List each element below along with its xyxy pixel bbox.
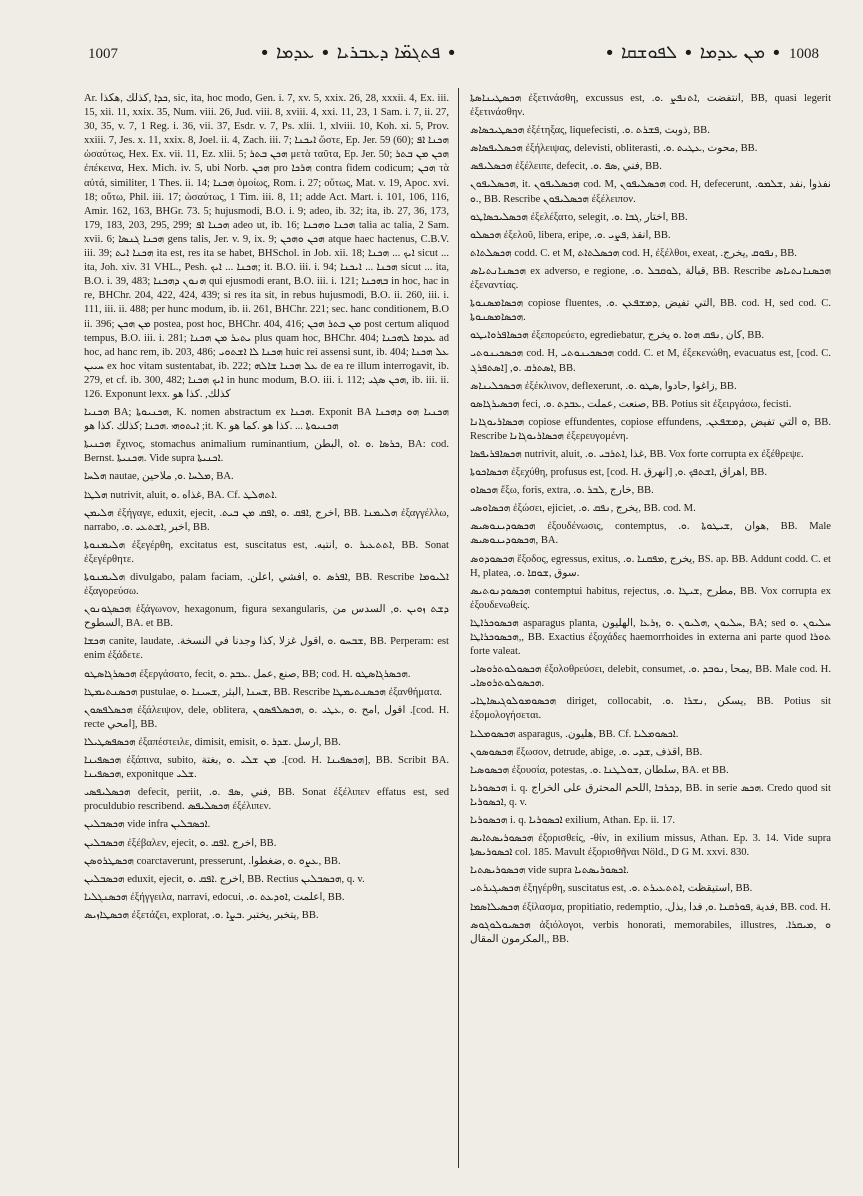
dictionary-entry: ܗܟܣܠܘ ἐξελοῦ, libera, eripe, .انقذ ,ܦܨܝ .ܘ, BB.: [470, 229, 671, 241]
dictionary-entry: ܗܟܣܟܝܢܘܬܝ cod. H, ܗܟܣܟܝܢܘܬܝ codd. C. et M, ἐξεκενώθη, evacuatus est, [cod. C. ܐܣܬܦܪܓ] ,ܐܣܬܪܩ .ܘ, BB.: [470, 348, 831, 374]
dictionary-entry: ܗܟܢܝܬܐ ἔχινος, stomachus animalium ruminantium, ܟܪܣܐ .ܘ .ܐܘ ,البطن, BA: cod. Bernst. ܗܟܢܝܬܐ. Vide supra ܐܟܢܝܬܐ.: [84, 439, 449, 465]
dictionary-entry: ܗܟܣܝܪܓܐܣܘ feci, .صنعت ,عملت ,ܥܒܕܬ .ܘ, BB. Potius sit ἐξειργάσω, fecisti.: [470, 398, 792, 410]
dictionary-entry: ܗܟܣܘܕܢܘܬܝܣ contemptui habitus, rejectus, .مطرح ,ܫܝܛܐ .ܘ, BB. Vox corrupta ex ἐξουδενωθείς.: [470, 585, 831, 611]
right-column: [470, 92, 831, 1172]
dictionary-entry: ܗܟܣܒܠܝܢ ἐξέβαλεν, ejecit, اخرج .ܐܦܩ .ܘ, BB.: [84, 837, 277, 849]
dictionary-entry: ܗܟܣܒܠܝܢ vide infra ܐܟܣܒܠܝܢ.: [84, 819, 211, 831]
dictionary-entry: ܗܟܣܘܡܠܝܐ asparagus, .هليون, BB. Cf. ܐܟܣܘܡܠܝܐ.: [470, 728, 679, 740]
dictionary-entry: ܗܟܣܛܪܘܣܢ coarctaverunt, presserunt, .ܥܨܘ .ܘ ,ضغطوا, BB.: [84, 855, 341, 867]
dictionary-entry: ܗܟܣܛܝܟܣܐܣ ἐξέτηξας, liquefecisti, .ذوبت ,ܦܫܪܬ .ܘ, BB.: [470, 125, 710, 137]
dictionary-entry: ܗܟܣܠܝܦܣܝ defecit, periit, .فني ,ܣܦ .ܘ, BB. Sonat ἐξέλιπεν effatus est, sed proculdubio rescribend. ܗܟܣܠܝܦܣ ἐξέλιπεν.: [84, 787, 449, 813]
dictionary-entry: ܗܟܣܛܐܙܝܣ ἐξετάζει, explorat, .يتخبر ,يختبر .ܒܨܐ .ܘ, BB.: [84, 909, 319, 921]
dictionary-entry: ܗܟܣܠܝܦܣ ἐξέλειπε, defecit, .فني ,ܣܦ .ܘ, BB.: [470, 161, 662, 173]
dictionary-entry: ܗܟܣܦܝܢܐ ἐξάπινα, subito, ܡܢ ܫܠܝ .ܘ ,بغتة .[cod. H. ܗܟܣܦܝܢܐ], BB. Scribit BA. ܗܟܣܦܝܢܐ, exponitque ܫܠܝ.: [84, 755, 449, 781]
dictionary-entry: ܗܟܣܦܣܛܝܠܐ ἐξαπέστειλε, dimisit, emisit, ارسل .ܫܕܪ .ܘ, BB.: [84, 736, 341, 748]
dictionary-entry: ܗܟܣܪܓܐܣܛܘ ἐξεργάσατο, fecit, صنع ,عمل .ܥܒܕ .ܘ, BB; cod. H. ܗܟܣܪܓܐܣܛܘ.: [84, 668, 411, 680]
dictionary-entry: ܗܟܣܐܘܣܝ ἐξώσει, ejiciet, .يخرج ,ܢܦܩ .ܘ, BB. cod. M.: [470, 503, 696, 515]
dictionary-entry: ܗܟܣܟܠܝܢܐܣ ἐξέκλινον, deflexerunt, .زاغوا ,حادوا ,ܣܛܘ .ܘ, BB.: [470, 380, 737, 392]
dictionary-entry: ܗܟܣܐܟܘܬܐ ἐξεχύθη, profusus est, [cod. H. انهرق] ,اهراق ,ܐܫܬܦܟ .ܘ, BB.: [470, 467, 767, 479]
dictionary-entry: ܗܟܣܢܐܢܬܝܐܣ ex adverso, e regione, .قبالة ,ܠܘܩܒܠ .ܘ, BB. Rescribe ܗܟܣܢܐܢܬܝܐܣ ἐξεναντίας.: [470, 265, 831, 292]
dictionary-entry: ܗܟܣܠܝܟܣܐܛܘ ἐξελέξατο, selegit, .اختار ,ܓܒܐ .ܘ, BB.: [470, 211, 688, 223]
dictionary-entry: ܗܟܣܐܦܪܘܐܝܛܘ ἐξεπορεύετο, egrediebatur, كان ,ܢܦܩ ܗܘܐ .ܘ يخرج, BB.: [470, 330, 765, 342]
dictionary-entry: ܗܟܣܐܪܝܘܓܐܢܐ copiose effundentes, copiose effundens, .ܘ التي تفيض ,ܕܡܫܦܥܢ, BB. Rescribe ܗܟܣܐܪܝܘܓܐܢܐ ἐξερευγομένη.: [470, 416, 831, 442]
dictionary-entry: ܗܟܣܓܘܢܘܢ ἑξάγωνον, hexagonum, figura sexangularis, ܕܫܬ ܙܘܝܢ .ܘ, السدس من السطوح, BA. et BB.: [84, 604, 449, 630]
dictionary-entry: ܗܟܣܘܟܪܐܛܐ asparagus planta, ܚܠܝܘܢ ,ܗܠܝܘܢ .ܘ ,ܙܪܥܐ ,الهليون, BA; sed ܚܠܝܘܢ .ܘ ,ܗܟܣܘܟܪܐܛܐ, BB. Exactius ἐξοχάδες haemorrhoides in externa ani parte quod ܬܘܪܐ forte valeat.: [470, 617, 831, 658]
dictionary-entry: ܗܟܣܠܝܦܘܢ, it. ܗܟܣܠܝܦܘܢ cod. M, ܗܟܣܠܝܦܘܢ cod. H, defecerunt, .نفذوا ,نفد ,ܫܠܡܘ .ܘ, BB. Rescribe ܗܟܣܠܝܦܘܢ ἐξέλειπον.: [470, 179, 831, 205]
dictionary-entry: ܗܟܣܘܪܝܣܬܝܐ vide supra ܐܟܣܘܪܝܣܬܝܐ.: [470, 865, 629, 877]
dictionary-entry: ܗܠܚܐ nautae, ܡܠܚܐ .ܘ, ملاحين, BA.: [84, 471, 234, 483]
dictionary-entry: ܗܟܣܘܡܘܠܘܓܝܣܐܛܐܝ diriget, collocabit, .يسكن ,ܢܫܪܐ .ܘ, BB. Potius sit ἐξομολογήσεται.: [470, 696, 831, 722]
dictionary-entry: ܗܟܣܠܝܦܣܐܣ ἐξήλειψας, delevisti, obliterasti, .محوت ,ܥܛܝܬ .ܘ, BB.: [470, 143, 758, 155]
left-running-title: ∙ ܦܬܓܡ̈ܐ ܕܥܒܪܝܐ ∙ ܥܕܡܐ ∙: [259, 42, 458, 63]
dictionary-entry: ܗܟܣܝܘܠܘܓܘܣ ἀξιόλογοι, verbis honorati, memorabiles, illustres, .ܘ ,ܡܝܩܪܐ ,المكرمون المقال, BB.: [470, 919, 831, 945]
dictionary-entry: ܗܟܣܘܣܘܢ ἔξωσον, detrude, abige, .اقذف ,ܫܕܝ .ܘ, BB.: [470, 746, 703, 758]
dictionary-entry: ܗܟܣܘܪܝܐ i. q. ܐܟܣܘܪܝܐ exilium, Athan. Ep. ii. 17.: [470, 815, 676, 827]
dictionary-entry: ܗܟܣܒܠܝܢ eduxit, ejecit, اخرج .ܐܦܩ .ܘ, BB. Rectius ܗܟܣܒܠܝܢ, q. v.: [84, 873, 365, 885]
dictionary-entry: ܗܠܝܡܢܘܬܐ ἐξεγέρθη, excitatus est, suscitatus est, .ܐܬܬܥܝܪ .ܘ ,انتبه, BB. Sonat ἐξεγέρθητε.: [84, 539, 449, 565]
dictionary-entry: ܗܠܝܡܢ ἐξήγαγε, eduxit, ejecit, .اخرج ,ܐܦܩ .ܘ ,ܐܦܩ ܡܢ ܒܝܬ, BB. ܗܠܝܡܢܐ ἐξαγγέλλω, narrabo, .اخبر ,ܐܫܬܥܝ .ܘ, BB.: [84, 507, 449, 533]
dictionary-entry: ܗܟܣܢܬܝܡܛܐ pustulae, ܫܚܢܐ ,البثر ,ܫܚܝܢܐ .ܘ, BB. Rescribe ܗܟܣܢܬܝܡܛܐ ἐξανθήματα.: [84, 686, 443, 698]
right-running-title: ∙ ܡܢ ܥܕܡܐ ∙ ܠܦܘܫܩܐ ∙: [604, 42, 783, 63]
left-column: [84, 92, 449, 1172]
dictionary-entry: ܗܟܣܢܓܠܝܐ ἐξήγγειλα, narravi, edocui, .اعلمت ,ܐܘܕܥܬ .ܘ, BB.: [84, 891, 345, 903]
dictionary-entry: Ar. ܟܕܐ ,كذلك ,هكذا, sic, ita, hoc modo, Gen. i. 7, xv. 5, xxix. 26, 28, xxxii. 4, Ex. iii. 15, xii. 11, xxix. 35, Num. viii. 26, Jud. viii. 8, xviii. 4, xxi. 11, 23, 1 Sam. i. 7, ii. 27, 30, 35, v. 7, 1 Reg. i. 36, vii. 37, Esdr. v. 7, Ps. xlii. 1, xlviii. 10, Koh. xi. 5, Prov. xxiii. 7, Jes. x. 11, xxix. 8, Joel. ii. 4, Zach. iii. 7; ܐܝܟܢܐ ὥστε, Ep. Jer. 59 (60); ܗܟܢܐ ܐܦ ὡσαύτως, Hex. Ex. vii. 11, Ez. xlii. 5; ܗܟܢ ܒܬܪ μετὰ ταῦτα, Ep. Jer. 50; ܗܟܢ ܡܢ ܒܬܪ ἐπέκεινα, Hex. Mich. iv. 5, ubi Norb. ܗܟܢ pro ܗܪܟܐ contra fidem codicum; ܗܟܢ τὰ αὐτά, similiter, 1 Thes. ii. 14; ܗܟܢܐ ὁμοίως, Rom. i. 27; οὕτως, Mat. v. 19, Apoc. xvi. 18; οὕτω, Phil. iii. 17; ὡσαύτως, 1 Tim. iii. 8, 11; adde Act. Mart. i. 101, 106, 116, Amir. 162, 163, BHGr. 73. 5; hujusmodi, B.O. i. 9; adeo, ib. 32; ita, ib. 27, 36, 173, 179, 183, 203, 295, 299; ܗܟܢܐ ܐܦ adeo ut, ib. 16; ܗܟܢܐ ܘܗܟܢܐ talia ac talia, 2 Sam. xvii. 6; ܗܟܢܐ ܓܢܣܐ gens talis, Jer. v. 9, ix. 9; ܗܟܢ ܘܗܟܢ atque haec hactenus, C.B.V. iii. 39; ܗܟܢܐ ܐܝܬ ita est, res ita se habet, BHSchol. in Job. xii. 18; ܐܝܟ ... ܗܟܢܐ sicut ... ita, Joh. xiv. 31 VHL., Pesh. ܗܟܢܐ ... ܐܝܟ; it. B.O. iii. i. 94; ܗܟܢܐ ... ܐܝܟܢܐ sicut ... ita, B.O. i. 39, 483; ܗܢܘܢ ܕܗܟܢܐ qui ejusmodi erant, B.O. iii. i. 121; ܒܗܟܢܐ in hoc, hac in re, BHChr. 204, 422, 424, 439; si res ita sit, in rebus hujusmodi, B.O. ii. 260, iii. i. 111, iii. ii. 488; per hunc modum, ib. ii. 261, BHChr. 221; sec. hanc conditionem, B.O ii. 396; ܡܢ ܗܟܢ postea, post hoc, BHChr. 404, 416; ܡܢ ܒܬܪ ܗܟܢ post certum aliquod tempus, B.O. iii. i. 281; ܝܬܝܪ ܡܢ ܗܟܢܐ plus quam hoc, BHChr. 404; ܥܕܡܐ ܠܗܟܢܐ ad hoc, ad hanc rem, ib. 203, 486; ܗܟܢܐ ܠܐ ܐܫܬܘܝ huic rei assensi sunt, ib. 404; ܥܠ ܗܟܢܐ ܚܝܝܢ ex hoc vitam sustentabat, ib. 222; ܥܠ ܗܟܢܐ ܫܐܠܗ de ea re illum interrogavit, ib. 279, et cf. ib. 300, 482; ܐܝܟ ܗܟܢܐ in hunc modum, B.O. iii. i. 112; ܗܟܢ ܣܓܝ, ib. iii. ii. 126. Exponunt lexx. كذلك, .كذا هو: [84, 93, 449, 400]
dictionary-entry: ܗܟܣܝܠܐܣܡܐ ἐξίλασμα, propitiatio, redemptio, .فدية ,ܦܘܪܩܢܐ .ܘ, فدا ,بذل, BB. cod. H.: [470, 901, 831, 913]
dictionary-entry: ܗܟܣܘܕܝܢܘܣܝܣ ἐξουδένωσις, contemptus, .هوان ,ܫܝܛܘܬܐ .ܘ, BB. Male ܗܟܣܘܕܝܢܘܣܝܣ, BA.: [470, 521, 831, 547]
dictionary-entry: ܗܟܣܝܓܝܪܬܝ ἐξηγέρθη, suscitatus est, .استيقظت ,ܐܬܬܥܝܪܬ .ܘ, BB.: [470, 883, 753, 895]
dictionary-entry: ܗܟܣܐܘ ἔξω, foris, extra, .خارج ,ܠܒܪ .ܘ, BB.: [470, 485, 654, 497]
dictionary-entry: ܗܟܣܠܦܣܘܢ ἐξάλειψον, dele, oblitera, اقول ,امح .ܘ ,ܥܛܝ .ܘ ,ܗܟܣܠܦܣܘܢ .[cod. H. recte امحي], BB.: [84, 704, 449, 730]
right-page-number: 1008: [789, 46, 819, 62]
column-divider: [458, 88, 459, 1168]
dictionary-entry: ܗܟܣܘܠܘܬܪܘܣܐܝ ἐξολοθρεύσει, delebit, consumet, .يمحا ,ܢܘܒܕ .ܘ, BB. Male cod. H. ܗܟܣܘܠܘܬܪܘܣܐܝ.: [470, 664, 831, 690]
dictionary-entry: ܗܟܣܘܕܘܣ ἔξοδος, egressus, exitus, .يخرج ,ܡܦܩܢܐ .ܘ, BS. ap. BB. Addunt codd. C. et H, platea, .سوق ,ܫܘܩܐ .ܘ.: [470, 553, 831, 579]
dictionary-entry: ܗܟܣܐܡܣܢܘܬܐ copiose fluentes, .التي تفيض ,ܕܡܫܦܥܢ .ܘ, BB. cod. H, sed cod. C. ܗܟܣܐܡܣܢܘܬܐ.: [470, 298, 831, 324]
dictionary-entry: ܗܟܣܘܣܝܐ ἐξουσία, potestas, .سلطان ,ܫܘܠܛܢܐ .ܘ, BA. et BB.: [470, 764, 729, 776]
left-page-number: 1007: [88, 46, 118, 62]
dictionary-entry: ܗܟܫܐ canite, laudate, .ܫܒܚܘ .ܘ ,اقول غزلا ,كذا وجدنا في النسخة, BB. Perperam: est enim ἐξάδετε.: [84, 636, 449, 662]
dictionary-entry: ܗܟܣܘܪܝܐ i. q. ܕܟܪܒܐ ,اللحم المحترق على الخراج, BB. in serie ܗܟܣ. Credo quod sit ܐܟܣܘܪܝܐ, q. v.: [470, 782, 831, 808]
dictionary-entry: ܗܟܢܝܐ BA; ܗܟܢܝܘܬܐ, K. nomen abstractum ex ܗܟܢܐ. Exponit BA ܗܟܢܝܐ ܗܘ ܕܗܟܢܐ ܐܝܬܘܗܝ .ܗܟܢܐ ;كذلك .كذا هو ;it. K. ܗܟܢܝܘܬܐ ... .كذا هو .كما هو: [84, 407, 449, 433]
dictionary-entry: ܗܟܣܠܬܐܬ codd. C. et M, ܗܟܣܠܬܐܬ cod. H, ἐξέλθοι, exeat, .ܢܦܘܩ ,يخرج, BB.: [470, 247, 797, 259]
page-header: [84, 40, 823, 70]
dictionary-entry: ܗܠܝܡܢܘܬܐ divulgabo, palam faciam, .ܐܦܪܣ .ܘ ,افشي ,اعلن, BB. Rescribe ܐܠܝܘܡܐ ἐξαγορεύσω.: [84, 572, 449, 598]
dictionary-entry: ܗܟܣܘܪܝܣܬܐܝܣ ἐξορισθείς, -θίν, in exilium missus, Athan. Ep. 3. 14. Vide supra ܐܟܣܘܪܝܣܬܐ col. 185. Mavult ἐξορισθῆναι Nöld., D G M. xxvi. 830.: [470, 833, 831, 859]
dictionary-entry: ܗܟܣܛܝܢܐܣܬܐ ἐξετινάσθη, excussus est, .انتفضت ,ܐܬܢܦܨ .ܘ, BB, quasi legerit ἐξετινάσθην.: [470, 93, 831, 119]
dictionary-entry: ܗܟܣܐܦܪܝܦܣܐ nutrivit, aluit, .غذا ,ܐܬܪܒܝ .ܘ, BB. Vox forte corrupta ex ἐξέθρεψε.: [470, 448, 804, 460]
dictionary-entry: ܗܠܛܐ nutrivit, aluit, غذاه .ܘ, BA. Cf. ܐܬܗܠܛ.: [84, 489, 277, 501]
